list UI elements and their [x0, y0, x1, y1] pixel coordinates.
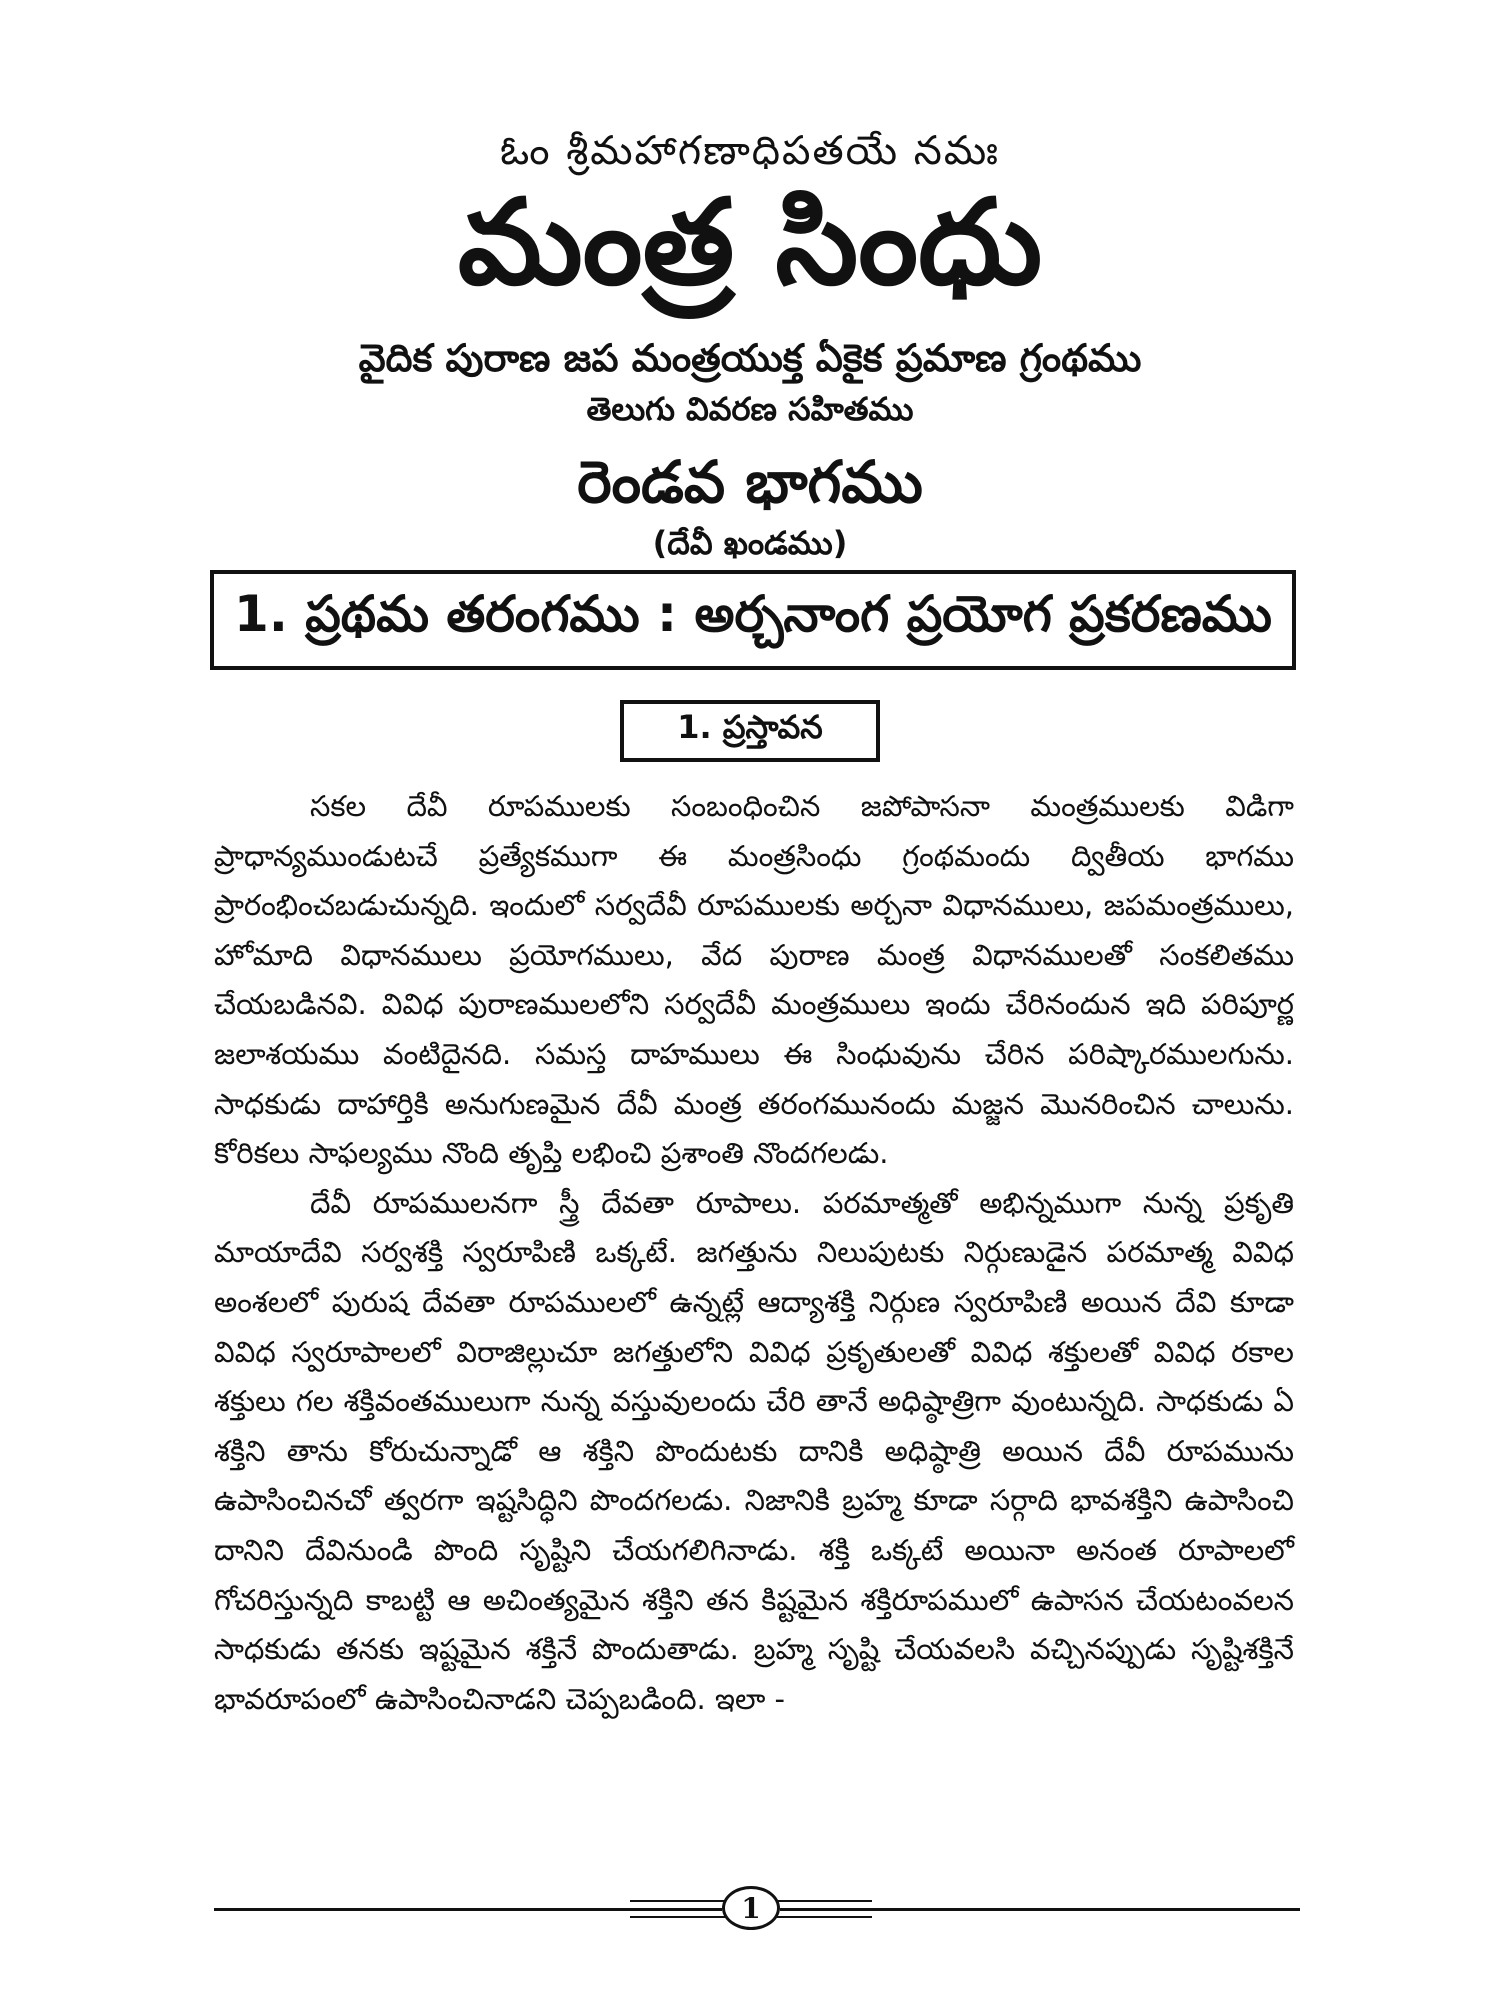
- footer-ornament-left-top: [630, 1900, 730, 1902]
- section-heading: 1. ప్రస్తావన: [620, 700, 880, 762]
- part-subtitle: (దేవీ ఖండము): [652, 524, 848, 562]
- page-number: 1: [722, 1886, 780, 1930]
- book-title: మంత్ర సింధు: [457, 173, 1043, 311]
- footer-ornament-left-bottom: [630, 1916, 730, 1918]
- paragraph-2: దేవీ రూపములనగా స్త్రీ దేవతా రూపాలు. పరమాత్మతో అభిన్నముగా నున్న ప్రకృతి మాయాదేవి సర్వశక్తి స్వరూపిణి ఒక్కటే. జగత్తును నిలుపుటకు నిర్గుణుడైన పరమాత్మ వివిధ అంశలలో పురుష దేవతా రూపములలో ఉన్నట్లే ఆద్యాశక్తి నిర్గుణ స్వరూపిణి అయిన దేవి కూడా వివిధ స్వరూపాలలో విరాజిల్లుచూ జగత్తులోని వివిధ ప్రకృతులతో వివిధ శక్తులతో వివిధ రకాల శక్తులు గల శక్తివంతములుగా నున్న వస్తువులందు చేరి తానే అధిష్ఠాత్రిగా వుంటున్నది. సాధకుడు ఏ శక్తిని తాను కోరుచున్నాడో ఆ శక్తిని పొందుటకు దానికి అధిష్ఠాత్రి అయిన దేవీ రూపమును ఉపాసించినచో త్వరగా ఇష్టసిద్ధిని పొందగలడు. నిజానికి బ్రహ్మ కూడా సర్గాది భావశక్తిని ఉపాసించి దానిని దేవినుండి పొంది సృష్టిని చేయగలిగినాడు. శక్తి ఒక్కటే అయినా అనంత రూపాలలో గోచరిస్తున్నది కాబట్టి ఆ అచింత్యమైన శక్తిని తన కిష్టమైన శక్తిరూపములో ఉపాసన చేయటంవలన సాధకుడు తనకు ఇష్టమైన శక్తినే పొందుతాడు. బ్రహ్మ సృష్టి చేయవలసి వచ్చినప్పుడు సృష్టిశక్తినే భావరూపంలో ఉపాసించినాడని చెప్పబడింది. ఇలా -: [214, 1185, 1294, 1716]
- book-subtitle: వైదిక పురాణ జప మంత్రయుక్త ఏకైక ప్రమాణ గ్రంథము: [358, 336, 1142, 380]
- footer-ornament-right-top: [772, 1900, 872, 1902]
- invocation-line: ఓం శ్రీమహాగణాధిపతయే నమః: [500, 128, 1000, 174]
- footer-rule-left: [214, 1908, 722, 1911]
- chapter-heading: 1. ప్రథమ తరంగము : అర్చనాంగ ప్రయోగ ప్రకరణము: [210, 570, 1296, 670]
- footer-ornament-right-bottom: [772, 1916, 872, 1918]
- body-text: [214, 782, 1294, 1724]
- part-title: రెండవ భాగము: [577, 448, 923, 516]
- book-subtitle-secondary: తెలుగు వివరణ సహితము: [586, 390, 914, 428]
- footer-rule-right: [780, 1908, 1300, 1911]
- paragraph-1: సకల దేవీ రూపములకు సంబంధించిన జపోపాసనా మంత్రములకు విడిగా ప్రాధాన్యముండుటచే ప్రత్యేకముగా ఈ మంత్రసింధు గ్రంథమందు ద్వితీయ భాగము ప్రారంభించబడుచున్నది. ఇందులో సర్వదేవీ రూపములకు అర్చనా విధానములు, జపమంత్రములు, హోమాది విధానములు ప్రయోగములు, వేద పురాణ మంత్ర విధానములతో సంకలితము చేయబడినవి. వివిధ పురాణములలోని సర్వదేవీ మంత్రములు ఇందు చేరినందున ఇది పరిపూర్ణ జలాశయము వంటిదైనది. సమస్త దాహములు ఈ సింధువును చేరిన పరిష్కారములగును. సాధకుడు దాహార్తికి అనుగుణమైన దేవీ మంత్ర తరంగమునందు మజ్జన మొనరించిన చాలును. కోరికలు సాఫల్యము నొంది తృప్తి లభించి ప్రశాంతి నొందగలడు.: [214, 789, 1294, 1171]
